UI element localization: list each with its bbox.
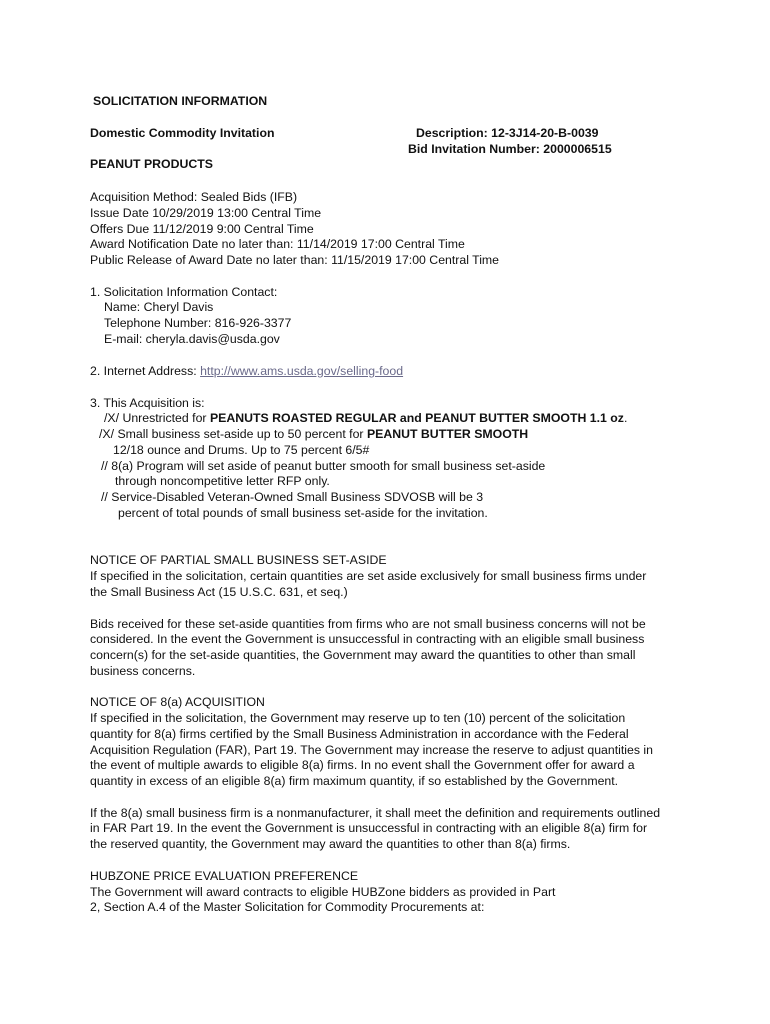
acquisition-line5: through noncompetitive letter RFP only. xyxy=(115,474,330,488)
small-business-product: PEANUT BUTTER SMOOTH xyxy=(366,427,529,441)
contact-email: E-mail: cheryla.davis@usda.gov xyxy=(104,332,280,346)
acquisition-unrestricted xyxy=(104,411,627,426)
partial-set-aside-p2-l3: concern(s) for the set-aside quantities, the Government may award the quantities to other than small xyxy=(90,648,636,662)
partial-set-aside-p1-l2: the Small Business Act (15 U.S.C. 631, et seq.) xyxy=(90,585,348,599)
eight-a-p1-l3: Acquisition Regulation (FAR), Part 19. The Government may increase the reserve to adjust quantities in xyxy=(90,743,653,757)
small-business-prefix: /X/ Small business set-aside up to 50 percent for xyxy=(99,427,367,441)
partial-set-aside-p2-l4: business concerns. xyxy=(90,664,196,678)
partial-set-aside-p2-l1: Bids received for these set-aside quantities from firms who are not small business concerns will not be xyxy=(90,617,646,631)
acquisition-line6: // Service-Disabled Veteran-Owned Small Business SDVOSB will be 3 xyxy=(101,490,484,504)
issue-date: Issue Date 10/29/2019 13:00 Central Time xyxy=(90,206,322,220)
eight-a-p2-l1: If the 8(a) small business firm is a nonmanufacturer, it shall meet the definition and requirements outlined xyxy=(90,806,661,820)
eight-a-p2-l2: in FAR Part 19. In the event the Government is unsuccessful in contracting with an eligible 8(a) firm for xyxy=(90,821,648,835)
eight-a-p1-l5: quantity in excess of an eligible 8(a) firm maximum quantity, if so established by the Government. xyxy=(90,774,619,788)
contact-telephone: Telephone Number: 816-926-3377 xyxy=(104,316,292,330)
internet-link[interactable]: http://www.ams.usda.gov/selling-food xyxy=(200,364,404,378)
unrestricted-products: PEANUTS ROASTED REGULAR and PEANUT BUTTER SMOOTH 1.1 oz xyxy=(209,411,624,425)
award-notification: Award Notification Date no later than: 11/14/2019 17:00 Central Time xyxy=(90,237,465,251)
description: Description: 12-3J14-20-B-0039 xyxy=(416,126,599,140)
product-title: PEANUT PRODUCTS xyxy=(90,157,213,171)
eight-a-p1-l2: quantity for 8(a) firms certified by the Small Business Administration in accordance with the Federal xyxy=(90,727,629,741)
eight-a-p1-l4: the event of multiple awards to eligible 8(a) firms. In no event shall the Government offer for award a xyxy=(90,758,635,772)
acquisition-method: Acquisition Method: Sealed Bids (IFB) xyxy=(90,190,298,204)
partial-set-aside-p1-l1: If specified in the solicitation, certain quantities are set aside exclusively for small business firms under xyxy=(90,569,647,583)
unrestricted-suffix: . xyxy=(623,411,628,425)
partial-set-aside-heading: NOTICE OF PARTIAL SMALL BUSINESS SET-ASIDE xyxy=(90,553,387,567)
acquisition-line4: // 8(a) Program will set aside of peanut butter smooth for small business set-aside xyxy=(101,459,546,473)
eight-a-p1-l1: If specified in the solicitation, the Government may reserve up to ten (10) percent of the solicitation xyxy=(90,711,626,725)
hubzone-p1-l1: The Government will award contracts to eligible HUBZone bidders as provided in Part xyxy=(90,885,556,899)
internet-label: 2. Internet Address: xyxy=(90,364,201,378)
unrestricted-prefix: /X/ Unrestricted for xyxy=(104,411,210,425)
hubzone-p1-l2: 2, Section A.4 of the Master Solicitation for Commodity Procurements at: xyxy=(90,900,485,914)
contact-heading: 1. Solicitation Information Contact: xyxy=(90,285,278,299)
internet-address xyxy=(90,364,403,379)
acquisition-line3: 12/18 ounce and Drums. Up to 75 percent 6/5# xyxy=(113,443,370,457)
commodity-invitation: Domestic Commodity Invitation xyxy=(90,126,275,140)
public-release: Public Release of Award Date no later than: 11/15/2019 17:00 Central Time xyxy=(90,253,500,267)
contact-name: Name: Cheryl Davis xyxy=(104,300,214,314)
eight-a-p2-l3: the reserved quantity, the Government may award the quantities to other than 8(a) firms. xyxy=(90,837,571,851)
hubzone-heading: HUBZONE PRICE EVALUATION PREFERENCE xyxy=(90,869,359,883)
bid-invitation-number: Bid Invitation Number: 2000006515 xyxy=(408,142,612,156)
offers-due: Offers Due 11/12/2019 9:00 Central Time xyxy=(90,222,314,236)
document-heading: SOLICITATION INFORMATION xyxy=(93,94,268,108)
partial-set-aside-p2-l2: considered. In the event the Government is unsuccessful in contracting with an eligible small business xyxy=(90,632,645,646)
acquisition-small-business xyxy=(99,427,528,442)
eight-a-heading: NOTICE OF 8(a) ACQUISITION xyxy=(90,695,265,709)
acquisition-line7: percent of total pounds of small business set-aside for the invitation. xyxy=(118,506,488,520)
acquisition-heading: 3. This Acquisition is: xyxy=(90,396,205,410)
